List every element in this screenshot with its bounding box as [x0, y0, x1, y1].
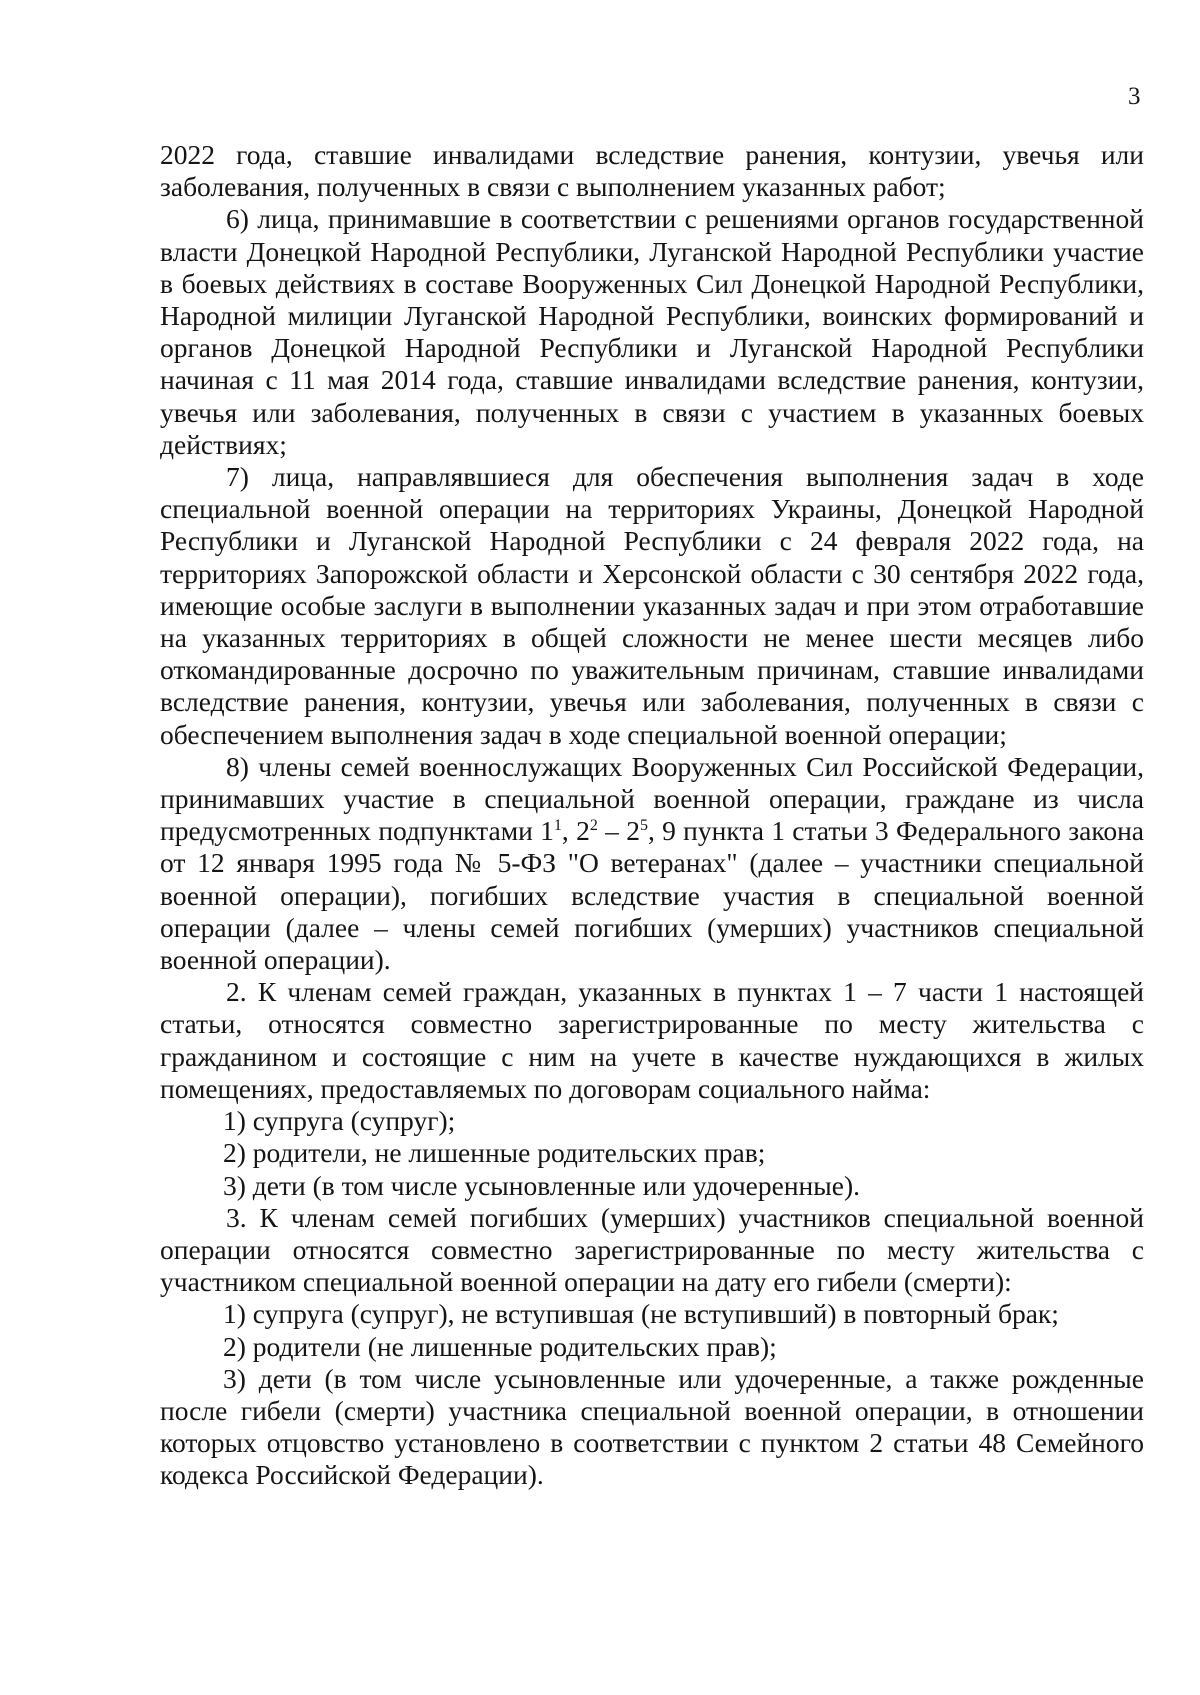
item-8-superscript-2: 2	[589, 817, 598, 835]
item-8-text-3: – 2	[597, 815, 640, 847]
list-item-2-2: 2) родители, не лишенные родительских прав;	[223, 1137, 766, 1169]
item-8-superscript-1: 1	[553, 817, 562, 835]
list-item-3-3: 3) дети (в том числе усыновленные или удочеренные, а также рожденные после гибели (смерти) участника специальной военной операции, в отношении которых отцовство установлено в соответствии с пунктом 2 статьи 48 Семейного кодекса Российской Федерации).	[160, 1362, 1144, 1491]
list-item-3-1: 1) супруга (супруг), не вступившая (не вступивший) в повторный брак;	[223, 1298, 1059, 1330]
paragraph-continuation: 2022 года, ставшие инвалидами вследствие ранения, контузии, увечья или заболевания, полученных в связи с выполнением указанных работ;	[160, 139, 1144, 203]
item-8-superscript-3: 5	[639, 817, 648, 835]
item-8-text-4: , 9 пункта 1 статьи 3 Федерального закона от 12 января 1995 года № 5-ФЗ "О ветеранах" (далее – участники специальной военной операции), погибших вследствие участия в специальной военной операции (далее – члены семей погибших (умерших) участников специальной военной операции).	[160, 815, 1145, 976]
paragraph-part-3: 3. К членам семей погибших (умерших) участников специальной военной операции относятся совместно зарегистрированные по месту жительства с участником специальной военной операции на дату его гибели (смерти):	[160, 1201, 1144, 1298]
paragraph-item-8	[160, 751, 1144, 976]
paragraph-item-6: 6) лица, принимавшие в соответствии с решениями органов государственной власти Донецкой Народной Республики, Луганской Народной Республики участие в боевых действиях в составе Вооруженных Сил Донецкой Народной Республики, Народной милиции Луганской Народной Республики, воинских формирований и органов Донецкой Народной Республики и Луганской Народной Республики начиная с 11 мая 2014 года, ставшие инвалидами вследствие ранения, контузии, увечья или заболевания, полученных в связи с участием в указанных боевых действиях;	[160, 203, 1144, 460]
list-item-3-2: 2) родители (не лишенные родительских прав);	[223, 1330, 777, 1362]
list-item-2-3: 3) дети (в том числе усыновленные или удочеренные).	[223, 1169, 860, 1201]
paragraph-part-2: 2. К членам семей граждан, указанных в пунктах 1 – 7 части 1 настоящей статьи, относятся совместно зарегистрированные по месту жительства с гражданином и состоящие с ним на учете в качестве нуждающихся в жилых помещениях, предоставляемых по договорам социального найма:	[160, 976, 1144, 1104]
page-number: 3	[1128, 83, 1141, 110]
item-8-text-1: 8) члены семей военнослужащих Вооруженных Сил Российской Федерации, принимавших участие в специальной военной операции, граждане из числа предусмотренных подпунктами 1	[160, 750, 1144, 847]
item-8-text-2: , 2	[561, 815, 590, 847]
paragraph-item-7: 7) лица, направлявшиеся для обеспечения выполнения задач в ходе специальной военной операции на территориях Украины, Донецкой Народной Республики и Луганской Народной Республики с 24 февраля 2022 года, на территориях Запорожской области и Херсонской области с 30 сентября 2022 года, имеющие особые заслуги в выполнении указанных задач и при этом отработавшие на указанных территориях в общей сложности не менее шести месяцев либо откомандированные досрочно по уважительным причинам, ставшие инвалидами вследствие ранения, контузии, увечья или заболевания, полученных в связи с обеспечением выполнения задач в ходе специальной военной операции;	[160, 461, 1144, 750]
document-body	[160, 139, 1144, 1492]
list-item-2-1: 1) супруга (супруг);	[223, 1105, 456, 1137]
